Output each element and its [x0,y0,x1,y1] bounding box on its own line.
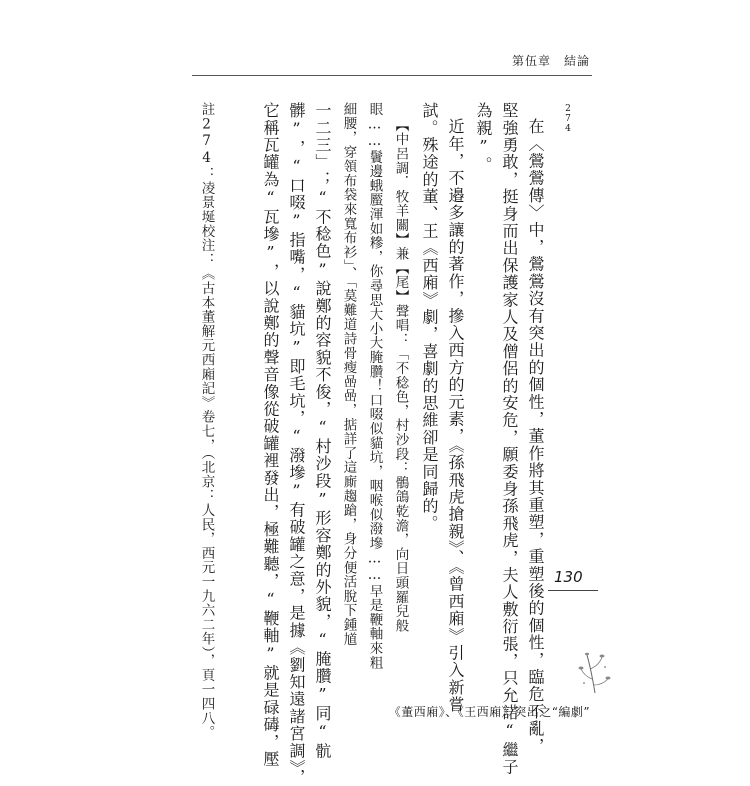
body-column: 堅強勇敢，挺身而出保護家人及僧侶的安危，願委身孫飛虎，夫人敷衍張，只允諾“繼子 [500,102,519,776]
body-column: 它稱瓦罐為“瓦墋”，以說鄭的聲音像從破罐裡發出，極難聽，“鞭軸”就是碌碡，壓 [261,102,280,768]
body-column: 試。殊途的董、王《西廂》劇，喜劇的思維卻是同歸的。 [420,102,439,532]
body-column: 一二三」；“不稔色”說鄭的容貌不俊，“村沙段”形容鄭的外貌，“腌臢”同“骯 [313,102,332,760]
floral-ornament-icon [575,645,615,695]
body-column: 在〈鶯鶯傳〉中，鶯鶯沒有突出的個性，董作將其重塑，重塑後的個性，臨危不亂， [526,118,545,755]
page-number-rule [548,590,598,591]
chapter-header: 第伍章 結論 [511,54,590,68]
body-column: 細腰，穿領布袋來寬布衫」、「莫難道詩骨瘦喦喦，掂詳了這廝趨蹌，身分便活脫下鍾馗 [340,102,357,647]
body-column: 眼……鬢邊蛾蟨渾如糝，你尋思大小大腌臢！口啜似貓坑，咽喉似潑墋……早是鞭軸來粗 [366,102,383,670]
body-column: 近年，不邉多讓的著作，摻入西方的元素，《孫飛虎搶親》、《曾西廂》引入新嘗 [446,118,465,714]
page-number: 130 [554,568,583,586]
header-rule [192,75,592,76]
body-column: 髒”，“口啜”指嘴，“貓坑”即毛坑，“潑墋”有破罐之意，是據《劉知遠諸宮調》， [287,102,306,786]
body-column: 為親”。 [474,102,493,174]
footnote: 註274：凌景埏校注：《古本董解元西廂記》卷七，（北京：人民，西元一九六二年），頁一四八。 [198,102,215,740]
body-column: 【中呂調．牧羊關】兼【尾】聲唱：「不稔色，村沙段：鶻鴿乾澹，向日頭羅兒般 [392,118,409,633]
footnote-reference: 274 [563,104,573,134]
running-footer: 《董西廂》、《王西廂》突出之“編劇” [388,705,590,719]
